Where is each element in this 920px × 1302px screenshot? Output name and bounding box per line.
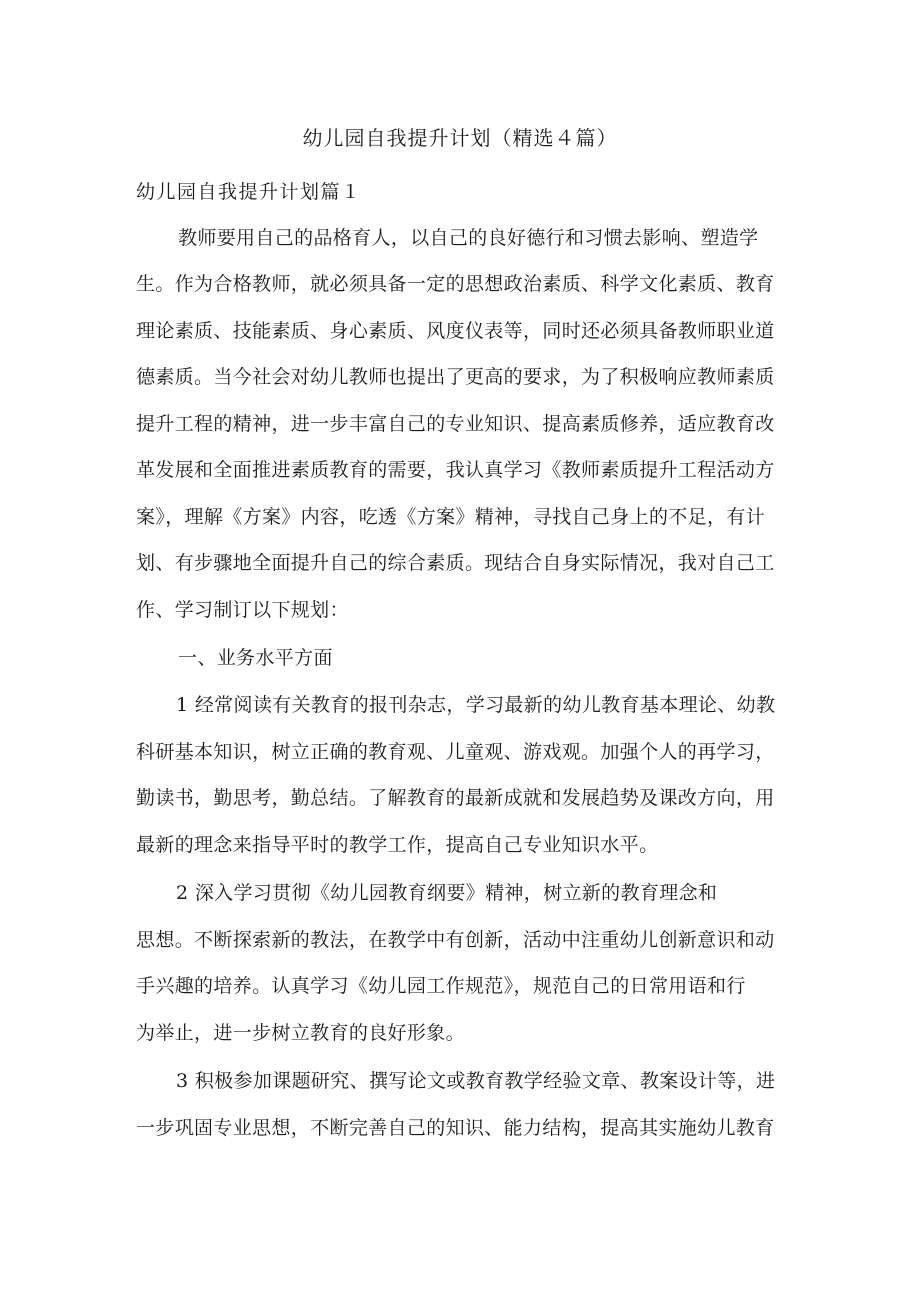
document-title: 幼儿园自我提升计划（精选４篇） (302, 126, 618, 150)
paragraph-line: 理论素质、技能素质、身心素质、风度仪表等，同时还必须具备教师职业道 (136, 320, 775, 342)
paragraph-line: 划、有步骤地全面提升自己的综合素质。现结合自身实际情况，我对自己工 (136, 552, 775, 574)
paragraph-line: 生。作为合格教师，就必须具备一定的思想政治素质、科学文化素质、教育 (136, 273, 775, 295)
section-heading: 一、业务水平方面 (178, 647, 333, 669)
paragraph-line: 科研基本知识，树立正确的教育观、儿童观、游戏观。加强个人的再学习， (136, 741, 775, 763)
paragraph-line: 革发展和全面推进素质教育的需要，我认真学习《教师素质提升工程活动方 (136, 459, 775, 481)
paragraph-line: 1 经常阅读有关教育的报刊杂志，学习最新的幼儿教育基本理论、幼教 (176, 694, 776, 716)
paragraph-line: 教师要用自己的品格育人，以自己的良好德行和习惯去影响、塑造学 (178, 227, 759, 249)
paragraph-line: 3 积极参加课题研究、撰写论文或教育教学经验文章、教案设计等，进 (176, 1070, 776, 1092)
paragraph-line: 勤读书，勤思考，勤总结。了解教育的最新成就和发展趋势及课改方向，用 (136, 787, 775, 809)
paragraph-line: 为举止，进一步树立教育的良好形象。 (136, 1022, 465, 1044)
paragraph-line: 手兴趣的培养。认真学习《幼儿园工作规范》，规范自己的日常用语和行 (136, 975, 746, 997)
paragraph-line: 思想。不断探索新的教法，在教学中有创新，活动中注重幼儿创新意识和动 (136, 929, 775, 951)
paragraph-line: 一步巩固专业思想，不断完善自己的知识、能力结构，提高其实施幼儿教育 (136, 1117, 775, 1139)
paragraph-line: 提升工程的精神，进一步丰富自己的专业知识、提高素质修养，适应教育改 (136, 413, 775, 435)
paragraph-line: 案》，理解《方案》内容，吃透《方案》精神，寻找自己身上的不足，有计 (136, 506, 766, 528)
paragraph-line: 德素质。当今社会对幼儿教师也提出了更高的要求，为了积极响应教师素质 (136, 366, 775, 388)
paragraph-line: 作、学习制订以下规划： (136, 599, 349, 621)
paragraph-line: 2 深入学习贯彻《幼儿园教育纲要》精神，树立新的教育理念和 (176, 882, 718, 904)
section-subtitle: 幼儿园自我提升计划篇１ (136, 181, 362, 203)
paragraph-line: 最新的理念来指导平时的教学工作，提高自己专业知识水平。 (136, 834, 659, 856)
